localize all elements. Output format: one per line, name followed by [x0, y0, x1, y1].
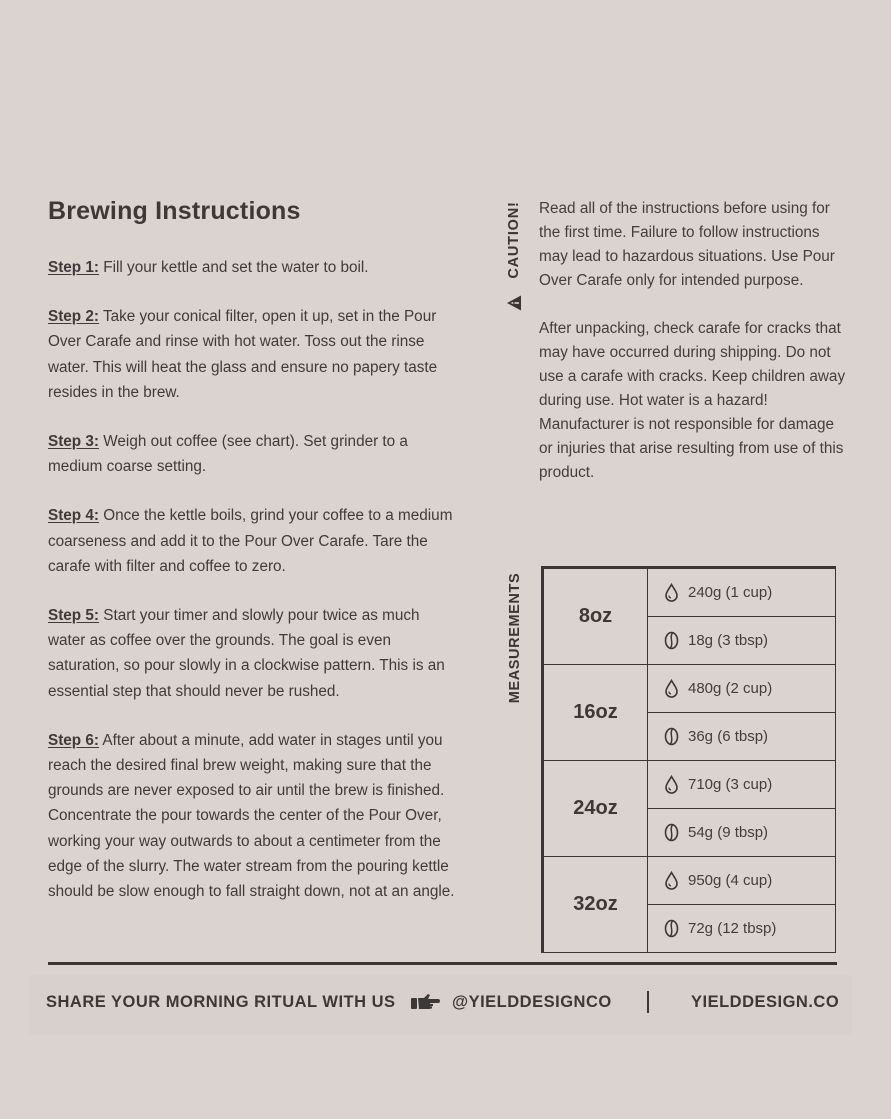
pointing-hand-icon	[410, 991, 440, 1013]
step-text: Take your conical filter, open it up, set in the Pour Over Carafe and rinse with hot water. Toss out the rinse water. This will heat the glass and ensure no papery taste resides in the brew.	[48, 308, 438, 401]
water-amount: 480g (2 cup)	[688, 680, 773, 697]
water-drop-icon	[664, 583, 679, 602]
social-handle-link[interactable]: @YIELDDESIGNCO	[452, 993, 612, 1011]
coffee-cell	[648, 617, 836, 665]
coffee-amount: 18g (3 tbsp)	[688, 632, 769, 649]
step-4	[48, 503, 460, 579]
step-label: Step 3:	[48, 433, 99, 451]
caution-text	[539, 197, 849, 509]
step-2	[48, 304, 460, 405]
table-row	[543, 857, 836, 905]
caution-label	[500, 200, 528, 318]
step-text: Start your timer and slowly pour twice as much water as coffee over the grounds. The goal is even saturation, so pour slowly in a clockwise pattern. This is an essential step that should never be rushed.	[48, 607, 445, 700]
website-link[interactable]: YIELDDESIGN.CO	[691, 993, 840, 1011]
coffee-amount: 54g (9 tbsp)	[688, 824, 769, 841]
footer-divider	[647, 991, 649, 1013]
measurements-table	[541, 566, 836, 953]
table-row	[543, 665, 836, 713]
water-cell	[648, 761, 836, 809]
coffee-bean-icon	[664, 823, 679, 842]
caution-heading: CAUTION!	[506, 201, 522, 279]
caution-paragraph: After unpacking, check carafe for cracks that may have occurred during shipping. Do not use a carafe with cracks. Keep children away during use. Hot water is a hazard! Manufacturer is not responsible for damage or injuries that arise resulting from use of this product.	[539, 320, 846, 481]
step-label: Step 1:	[48, 259, 99, 276]
step-6	[48, 728, 460, 904]
measurements-heading: MEASUREMENTS	[507, 572, 523, 704]
coffee-bean-icon	[664, 631, 679, 650]
water-amount: 950g (4 cup)	[688, 872, 773, 889]
coffee-bean-icon	[664, 727, 679, 746]
step-label: Step 5:	[48, 607, 99, 625]
size-cell: 32oz	[543, 857, 648, 953]
step-5	[48, 603, 460, 704]
coffee-cell	[648, 905, 836, 953]
water-amount: 240g (1 cup)	[688, 584, 773, 601]
table-row	[543, 761, 836, 809]
table-row	[543, 568, 836, 617]
coffee-bean-icon	[664, 919, 679, 938]
warning-triangle-icon	[505, 294, 523, 312]
water-drop-icon	[664, 871, 679, 890]
step-text: After about a minute, add water in stages until you reach the desired final brew weight, making sure that the grounds are never exposed to air until the brew is finished. Concentrate the pour towards the center of the Pour Over, working your way outwards to about a centimeter from the edge of the slurry. The water stream from the pouring kettle should be slow enough to fall straight down, not at an angle.	[48, 731, 455, 901]
coffee-cell	[648, 713, 836, 761]
step-text: Weigh out coffee (see chart). Set grinder to a medium coarse setting.	[48, 433, 408, 476]
step-3	[48, 429, 460, 479]
bottom-rule	[48, 962, 837, 965]
size-cell: 24oz	[543, 761, 648, 857]
caution-paragraph: Read all of the instructions before using for the first time. Failure to follow instructions may lead to hazardous situations. Use Pour Over Carafe only for intended purpose.	[539, 200, 835, 289]
water-drop-icon	[664, 679, 679, 698]
water-amount: 710g (3 cup)	[688, 776, 773, 793]
share-text: SHARE YOUR MORNING RITUAL WITH US	[46, 993, 396, 1011]
step-1	[48, 255, 460, 280]
page-title: Brewing Instructions	[48, 197, 301, 225]
size-cell: 16oz	[543, 665, 648, 761]
step-label: Step 2:	[48, 308, 99, 326]
water-cell	[648, 857, 836, 905]
step-text: Once the kettle boils, grind your coffee to a medium coarseness and add it to the Pour Over Carafe. Tare the carafe with filter and coffee to zero.	[48, 507, 453, 575]
step-label: Step 4:	[48, 507, 99, 525]
size-cell: 8oz	[543, 568, 648, 665]
coffee-cell	[648, 809, 836, 857]
water-drop-icon	[664, 775, 679, 794]
water-cell	[648, 665, 836, 713]
step-text: Fill your kettle and set the water to boil.	[99, 259, 369, 276]
water-cell	[648, 568, 836, 617]
coffee-amount: 72g (12 tbsp)	[688, 920, 777, 937]
footer	[30, 975, 852, 1035]
step-label: Step 6:	[48, 731, 99, 749]
coffee-amount: 36g (6 tbsp)	[688, 728, 769, 745]
steps-list	[48, 255, 460, 928]
measurements-label	[503, 568, 527, 708]
